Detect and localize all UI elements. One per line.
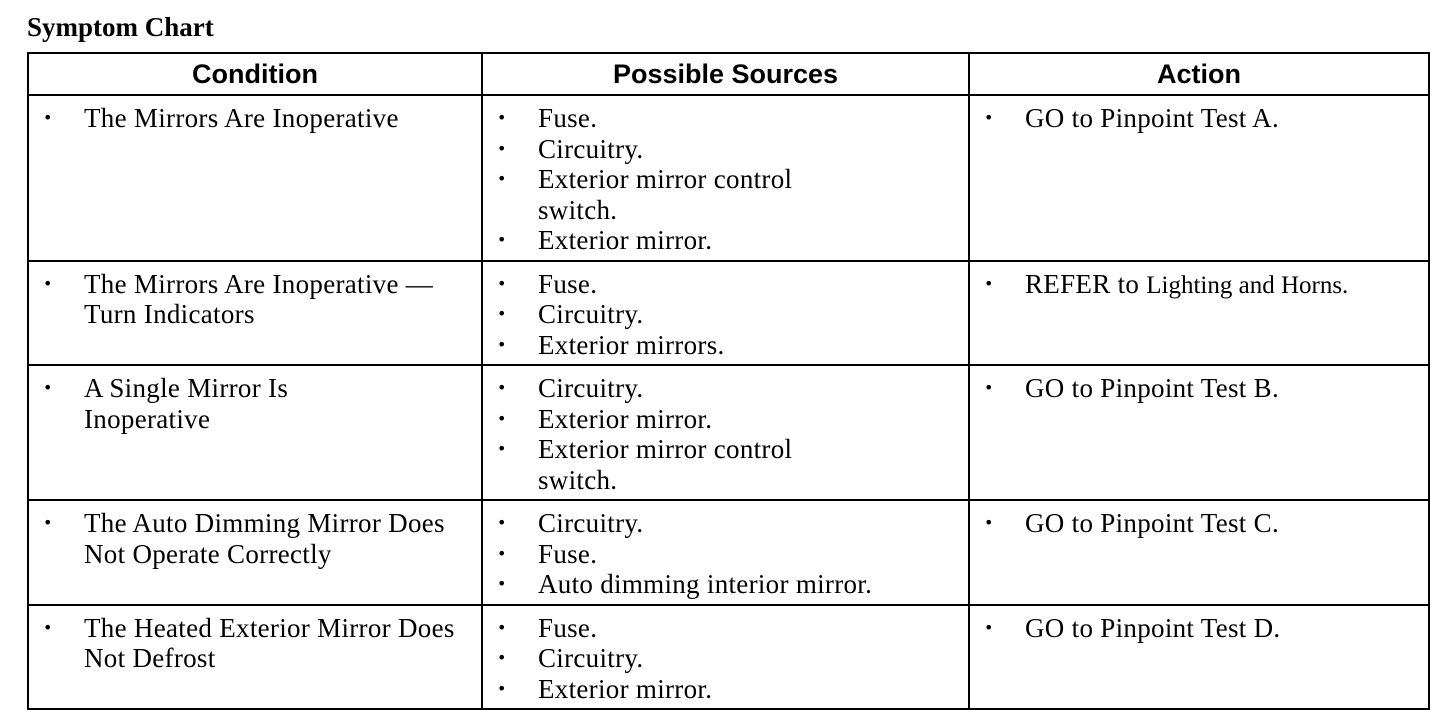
table-row [28,365,1429,500]
header-row [28,53,1429,95]
bullet-icon: • [497,334,507,354]
condition-cell [28,605,482,710]
table-row [28,261,1429,366]
bullet-icon: • [497,439,507,458]
condition-text: The Heated Exterior Mirror Does Not Defrost [84,612,455,673]
bullet-icon: • [497,408,507,428]
source-item [483,373,868,404]
action-cell [969,500,1429,605]
condition-cell [28,261,482,366]
source-text: Exterior mirror. [538,403,713,434]
sources-cell [482,365,969,500]
source-item [483,225,868,256]
source-item [483,103,868,134]
header-condition: Condition [28,53,482,95]
condition-text: The Auto Dimming Mirror Does Not Operate Correctly [84,508,445,569]
bullet-icon: • [497,678,507,698]
action-text: GO to Pinpoint Test D. [1025,612,1281,643]
source-text: Circuitry. [538,299,644,329]
table-row [28,605,1429,710]
source-text: Circuitry. [538,133,644,164]
source-item [483,404,868,435]
source-item [483,299,968,330]
source-item [483,539,968,570]
condition-cell [28,95,482,261]
bullet-icon: • [497,648,507,667]
sources-cell [482,605,969,710]
sources-cell [482,95,969,261]
action-item [970,269,1428,302]
source-item [483,569,968,600]
bullet-icon: • [497,378,507,397]
action-item [970,373,1428,404]
bullet-icon: • [497,304,507,323]
header-possible-sources: Possible Sources [482,53,969,95]
bullet-icon: • [497,138,507,158]
condition-item [29,508,476,569]
condition-item [29,269,471,330]
source-text: Exterior mirrors. [538,329,725,360]
source-item [483,434,868,495]
bullet-icon: • [497,617,507,637]
source-text: Fuse. [538,268,598,299]
bullet-icon: • [984,513,994,532]
bullet-icon: • [497,169,507,188]
source-text: Fuse. [538,538,598,569]
source-text: Circuitry. [538,373,644,403]
condition-item [29,103,451,134]
bullet-icon: • [43,378,53,397]
action-cell [969,261,1429,366]
source-item [483,613,968,644]
bullet-icon: • [497,230,507,249]
source-item [483,269,968,300]
table-row [28,95,1429,261]
bullet-icon: • [43,617,53,637]
action-item [970,103,1428,134]
bullet-icon: • [984,108,994,127]
source-text: Circuitry. [538,643,644,673]
condition-cell [28,365,482,500]
bullet-icon: • [984,617,994,637]
action-text: GO to Pinpoint Test A. [1025,103,1279,133]
condition-cell [28,500,482,605]
action-item [970,508,1428,539]
source-item [483,674,968,705]
bullet-icon: • [497,273,507,293]
bullet-icon: • [43,513,53,532]
action-cell [969,365,1429,500]
condition-text: The Mirrors Are Inoperative [84,103,399,133]
chart-title: Symptom Chart [27,12,214,42]
bullet-icon: • [984,378,994,397]
reference-link[interactable]: Lighting and Horns. [1146,271,1349,299]
source-item [483,643,968,674]
bullet-icon: • [43,108,53,127]
sources-cell [482,261,969,366]
action-text: GO to Pinpoint Test B. [1025,373,1279,403]
bullet-icon: • [43,273,53,293]
condition-text: A Single Mirror Is Inoperative [84,373,289,434]
source-text: Circuitry. [538,508,644,538]
source-text: Exterior mirror. [538,225,713,255]
source-text: Auto dimming interior mirror. [538,569,873,599]
source-text: Fuse. [538,612,598,643]
header-action: Action [969,53,1429,95]
bullet-icon: • [497,574,507,593]
action-text: GO to Pinpoint Test C. [1025,508,1279,538]
source-text: Exterior mirror control switch. [538,164,793,225]
condition-item [29,613,466,674]
sources-cell [482,500,969,605]
symptom-table [27,52,1430,710]
condition-text: The Mirrors Are Inoperative — Turn Indicators [84,268,434,329]
bullet-icon: • [497,543,507,563]
action-text: REFER to [1025,268,1140,299]
condition-item [29,373,371,434]
action-item [970,613,1428,644]
bullet-icon: • [497,108,507,127]
bullet-icon: • [497,513,507,532]
source-text: Exterior mirror control switch. [538,434,793,495]
source-item [483,508,968,539]
source-text: Exterior mirror. [538,673,713,704]
source-item [483,134,868,165]
source-item [483,164,868,225]
action-cell [969,95,1429,261]
action-cell [969,605,1429,710]
table-row [28,500,1429,605]
source-item [483,330,968,361]
source-text: Fuse. [538,103,598,133]
bullet-icon: • [984,273,994,293]
